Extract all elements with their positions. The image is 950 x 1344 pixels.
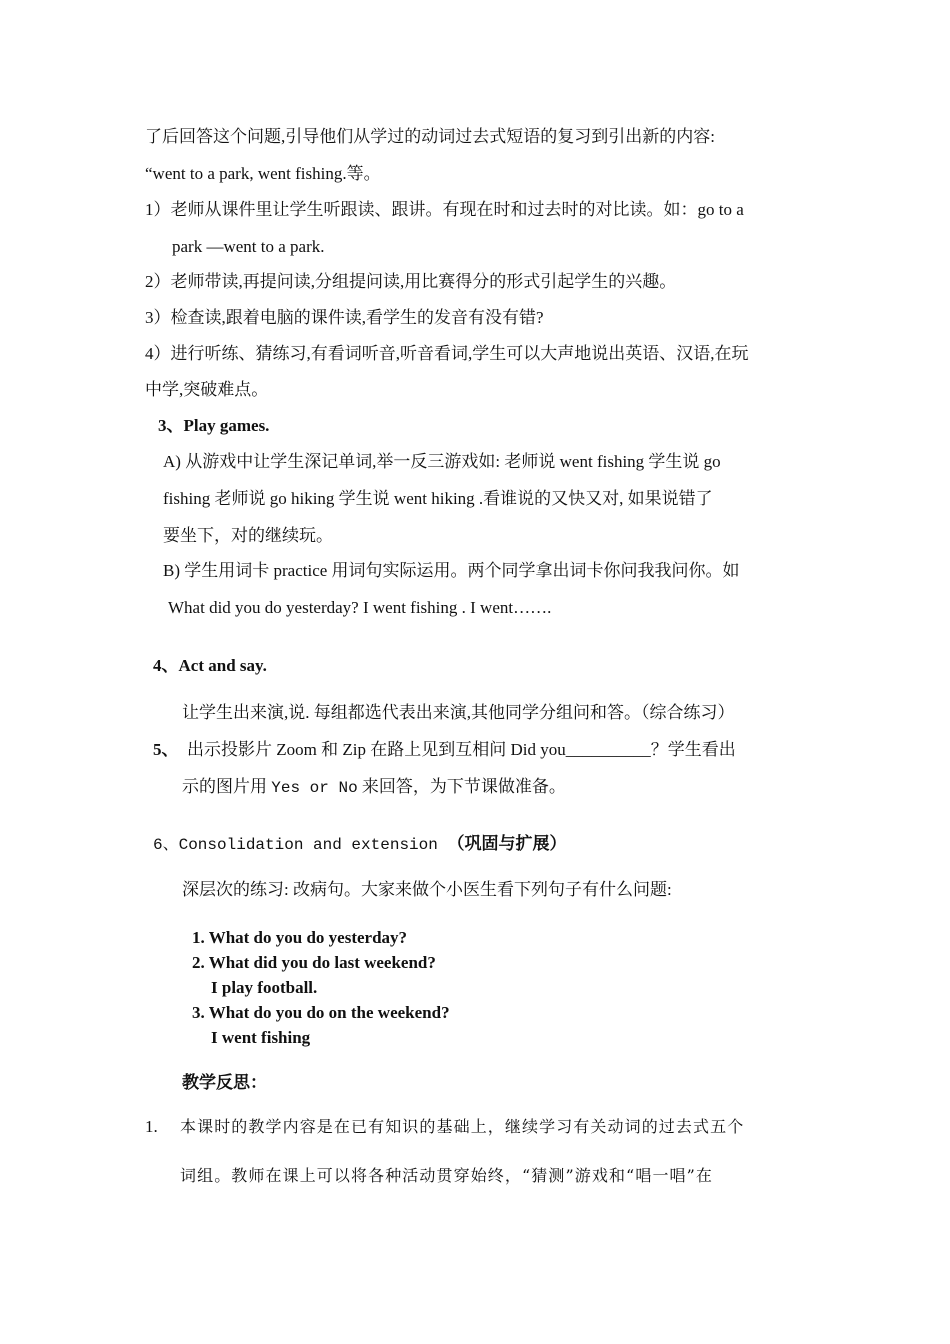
- section-4-text: 让学生出来演,说. 每组都选代表出来演,其他同学分组问和答。（综合练习）: [182, 703, 735, 722]
- section-3-a-line-1: A) 从游戏中让学生深记单词,举一反三游戏如: 老师说 went fishing 学生说 go: [163, 452, 721, 471]
- step-1-line-2: park —went to a park.: [172, 237, 325, 256]
- section-3-b-line-1: B) 学生用词卡 practice 用词句实际运用。两个同学拿出词卡你问我我问你。如: [163, 561, 740, 580]
- step-3: 3）检查读,跟着电脑的课件读,看学生的发音有没有错?: [145, 308, 544, 327]
- exercise-item-2: 2. What did you do last weekend?: [192, 953, 436, 972]
- section-3-b-line-2: What did you do yesterday? I went fishing . I went…….: [168, 598, 552, 617]
- exercise-item-3-answer: I went fishing: [211, 1028, 311, 1047]
- reflection-line-2: 词组。教师在课上可以将各种活动贯穿始终，“猜测”游戏和“唱一唱”在: [180, 1166, 714, 1185]
- reflection-item-number: 1.: [145, 1117, 158, 1136]
- section-5-line-2: 示的图片用 Yes or No 来回答，为下节课做准备。: [182, 777, 566, 797]
- section-5-line-1: 出示投影片 Zoom 和 Zip 在路上见到互相问 Did you__________？学生看出: [187, 740, 736, 759]
- step-2: 2）老师带读,再提问读,分组提问读,用比赛得分的形式引起学生的兴趣。: [145, 272, 677, 291]
- step-4-line-1: 4）进行听练、猜练习,有看词听音,听音看词,学生可以大声地说出英语、汉语,在玩: [145, 344, 749, 363]
- section-5-number: 5、: [153, 740, 179, 759]
- section-6-heading: 6、Consolidation and extension （巩固与扩展）: [153, 834, 567, 854]
- reflection-line-1: 本课时的教学内容是在已有知识的基础上，继续学习有关动词的过去式五个: [180, 1117, 745, 1136]
- intro-line-2: “went to a park, went fishing.等。: [145, 164, 381, 183]
- exercise-item-1: 1. What do you do yesterday?: [192, 928, 408, 947]
- section-3-heading: 3、Play games.: [158, 416, 270, 435]
- exercise-item-2-answer: I play football.: [211, 978, 318, 997]
- section-3-a-line-3: 要坐下，对的继续玩。: [163, 526, 333, 545]
- section-3-a-line-2: fishing 老师说 go hiking 学生说 went hiking .看谁说的又快又对, 如果说错了: [163, 489, 713, 508]
- section-4-heading: 4、Act and say.: [153, 656, 267, 675]
- reflection-heading: 教学反思：: [182, 1073, 267, 1092]
- section-6-text: 深层次的练习: 改病句。大家来做个小医生看下列句子有什么问题:: [182, 880, 672, 899]
- step-1-line-1: 1）老师从课件里让学生听跟读、跟讲。有现在时和过去时的对比读。如：go to a: [145, 200, 744, 219]
- step-4-line-2: 中学,突破难点。: [145, 380, 269, 399]
- intro-line-1: 了后回答这个问题,引导他们从学过的动词过去式短语的复习到引出新的内容:: [145, 127, 715, 146]
- exercise-item-3: 3. What do you do on the weekend?: [192, 1003, 450, 1022]
